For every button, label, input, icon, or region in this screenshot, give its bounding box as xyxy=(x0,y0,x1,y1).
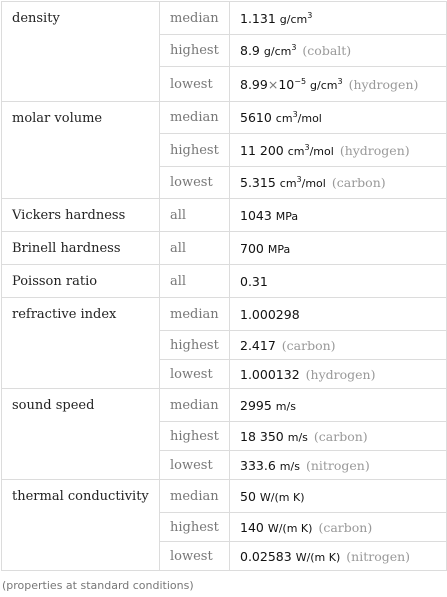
value-note: (nitrogen) xyxy=(346,548,411,564)
value-note: (hydrogen) xyxy=(339,142,410,158)
value-number: 18 350 xyxy=(240,428,284,444)
value-cell xyxy=(230,331,447,360)
value-cell xyxy=(230,199,447,232)
stat-label: median xyxy=(160,298,230,331)
table-row xyxy=(2,199,447,232)
value-cell xyxy=(230,232,447,265)
property-label: molar volume xyxy=(2,102,160,199)
value-cell xyxy=(230,134,447,167)
stat-label: all xyxy=(160,199,230,232)
stat-label: all xyxy=(160,265,230,298)
property-label: thermal conductivity xyxy=(2,480,160,571)
value-unit: $g/cm^3$ xyxy=(310,76,343,92)
value-cell xyxy=(230,542,447,571)
value-note: (carbon) xyxy=(281,337,336,353)
value-unit: $cm^3$/mol xyxy=(287,142,334,158)
table-row xyxy=(2,298,447,331)
property-label: refractive index xyxy=(2,298,160,389)
value-cell xyxy=(230,265,447,298)
value-cell xyxy=(230,422,447,451)
value-unit: W/(m K) xyxy=(267,521,313,535)
value-number: 0.02583 xyxy=(240,548,292,564)
stat-label: lowest xyxy=(160,360,230,389)
property-label: Poisson ratio xyxy=(2,265,160,298)
table-row xyxy=(2,102,447,134)
value-note: (carbon) xyxy=(313,428,368,444)
value-note: (nitrogen) xyxy=(305,457,370,473)
value-unit: m/s xyxy=(279,459,300,473)
footer-note: (properties at standard conditions) xyxy=(2,579,194,592)
value-number: 140 xyxy=(240,519,264,535)
property-label: sound speed xyxy=(2,389,160,480)
stat-label: highest xyxy=(160,422,230,451)
stat-label: lowest xyxy=(160,542,230,571)
value-cell xyxy=(230,298,447,331)
value-number: 8.9 xyxy=(240,43,260,58)
stat-label: highest xyxy=(160,134,230,167)
value-number: 1043 xyxy=(240,207,272,223)
value-number: 11 200 xyxy=(240,142,284,158)
value-unit: $g/cm^3$ xyxy=(279,10,313,26)
value-cell xyxy=(230,451,447,480)
stat-label: median xyxy=(160,2,230,35)
value-note: (hydrogen) xyxy=(348,76,419,92)
table-row xyxy=(2,232,447,265)
value-note: (carbon) xyxy=(318,519,373,535)
value-number: 1.000132 xyxy=(240,366,300,382)
value-number: 333.6 xyxy=(240,457,276,473)
value-unit: W/(m K) xyxy=(295,550,341,564)
value-unit: MPa xyxy=(267,242,291,256)
value-cell xyxy=(230,480,447,513)
value-unit: $cm^3$/mol xyxy=(279,175,326,190)
stat-label: highest xyxy=(160,35,230,67)
value-cell xyxy=(230,2,447,35)
value-number: 5610 xyxy=(240,110,272,125)
value-unit: MPa xyxy=(275,209,299,223)
stat-label: lowest xyxy=(160,167,230,199)
value-unit: W/(m K) xyxy=(259,490,305,504)
stat-label: highest xyxy=(160,331,230,360)
table-row xyxy=(2,2,447,35)
value-number: 2995 xyxy=(240,397,272,413)
table-row xyxy=(2,265,447,298)
stat-label: highest xyxy=(160,513,230,542)
property-label: Vickers hardness xyxy=(2,199,160,232)
value-cell xyxy=(230,167,447,199)
property-label: Brinell hardness xyxy=(2,232,160,265)
value-cell xyxy=(230,67,447,102)
value-cell xyxy=(230,389,447,422)
value-unit: $cm^3$/mol xyxy=(275,110,322,125)
value-unit: m/s xyxy=(287,430,308,444)
value-number: 0.31 xyxy=(240,273,268,289)
value-cell xyxy=(230,102,447,134)
value-note: (carbon) xyxy=(331,175,386,190)
value-note: (hydrogen) xyxy=(305,366,376,382)
stat-label: median xyxy=(160,102,230,134)
value-unit: m/s xyxy=(275,399,296,413)
stat-label: lowest xyxy=(160,451,230,480)
value-cell xyxy=(230,360,447,389)
value-number: 1.000298 xyxy=(240,306,300,322)
stat-label: lowest xyxy=(160,67,230,102)
value-cell xyxy=(230,35,447,67)
properties-table xyxy=(1,1,447,571)
value-unit: $g/cm^3$ xyxy=(263,43,297,58)
value-number: 50 xyxy=(240,488,256,504)
value-number: 2.417 xyxy=(240,337,276,353)
value-number: 5.315 xyxy=(240,175,276,190)
stat-label: median xyxy=(160,480,230,513)
value-number: 1.131 xyxy=(240,10,276,26)
table-row xyxy=(2,389,447,422)
stat-label: median xyxy=(160,389,230,422)
property-label: density xyxy=(2,2,160,102)
stat-label: all xyxy=(160,232,230,265)
value-cell xyxy=(230,513,447,542)
table-row xyxy=(2,480,447,513)
value-number: $8.99\times 10^{-5}$ xyxy=(240,76,307,92)
value-number: 700 xyxy=(240,240,264,256)
value-note: (cobalt) xyxy=(302,43,352,58)
